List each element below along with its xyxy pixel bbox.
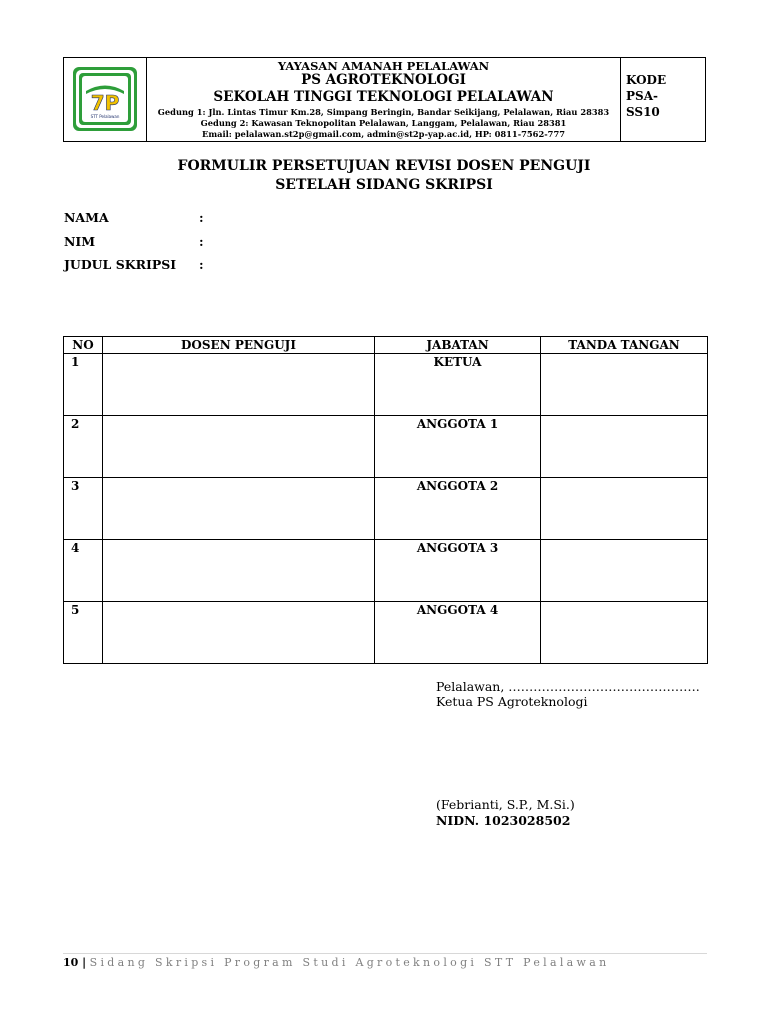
jabatan-cell: ANGGOTA 1: [375, 416, 541, 478]
table-row: [64, 478, 708, 540]
code-value-part-1: PSA-: [626, 89, 658, 103]
institution-logo: [64, 58, 146, 140]
field-label-nama: NAMA: [64, 210, 109, 225]
jabatan-cell: KETUA: [375, 354, 541, 416]
signature-cell[interactable]: [541, 354, 708, 416]
row-no: 2: [64, 416, 103, 478]
signatory-role: Ketua PS Agroteknologi: [436, 694, 588, 709]
address-line-2: Gedung 2: Kawasan Teknopolitan Pelalawan, Langgam, Pelalawan, Riau 28381: [200, 118, 567, 128]
field-colon-nama: :: [199, 210, 204, 225]
table-row: [64, 540, 708, 602]
program-name: PS AGROTEKNOLOGI: [301, 72, 466, 88]
logo-cell: [64, 58, 147, 141]
signature-cell[interactable]: [541, 478, 708, 540]
table-row: [64, 354, 708, 416]
field-colon-judul: :: [199, 257, 204, 272]
contact-line: Email: pelalawan.st2p@gmail.com, admin@st2p-yap.ac.id, HP: 0811-7562-777: [202, 129, 565, 139]
letterhead-center: [147, 58, 620, 141]
code-label: KODE: [626, 73, 667, 87]
signature-cell[interactable]: [541, 602, 708, 664]
jabatan-cell: ANGGOTA 3: [375, 540, 541, 602]
header-no: NO: [64, 337, 103, 354]
footer-divider: [63, 953, 707, 954]
row-no: 1: [64, 354, 103, 416]
footer-text: Sidang Skripsi Program Studi Agroteknologi STT Pelalawan: [89, 956, 610, 969]
field-label-judul: JUDUL SKRIPSI: [64, 257, 177, 272]
school-name: SEKOLAH TINGGI TEKNOLOGI PELALAWAN: [213, 89, 554, 105]
foundation-name: YAYASAN AMANAH PELALAWAN: [277, 59, 490, 73]
svg-text:STT Pelalawan: STT Pelalawan: [90, 114, 120, 119]
field-colon-nim: :: [199, 234, 204, 249]
address-line-1: Gedung 1: Jln. Lintas Timur Km.28, Simpang Beringin, Bandar Seikijang, Pelalawan, Riau 28383: [157, 107, 610, 117]
table-row: [64, 416, 708, 478]
letterhead: [63, 57, 706, 142]
dosen-cell[interactable]: [103, 416, 375, 478]
header-jabatan: JABATAN: [375, 337, 541, 354]
page-footer: [63, 956, 609, 969]
jabatan-cell: ANGGOTA 2: [375, 478, 541, 540]
row-no: 3: [64, 478, 103, 540]
jabatan-cell: ANGGOTA 4: [375, 602, 541, 664]
page-number: 10 |: [63, 956, 87, 969]
examiner-table: [63, 336, 708, 664]
place-date: Pelalawan, ……………………………………….: [436, 679, 700, 694]
table-row: [64, 602, 708, 664]
svg-text:7P: 7P: [90, 91, 120, 115]
signatory-nidn: NIDN. 1023028502: [436, 813, 571, 828]
document-code-cell: [620, 58, 705, 141]
dosen-cell[interactable]: [103, 540, 375, 602]
form-title-line-2: SETELAH SIDANG SKRIPSI: [275, 177, 493, 193]
form-title-line-1: FORMULIR PERSETUJUAN REVISI DOSEN PENGUJI: [177, 158, 591, 174]
code-value-part-2: SS10: [626, 105, 660, 119]
signatory-name: (Febrianti, S.P., M.Si.): [436, 797, 575, 812]
dosen-cell[interactable]: [103, 478, 375, 540]
signature-cell[interactable]: [541, 416, 708, 478]
signature-cell[interactable]: [541, 540, 708, 602]
header-dosen: DOSEN PENGUJI: [103, 337, 375, 354]
row-no: 5: [64, 602, 103, 664]
table-header-row: [64, 337, 708, 354]
field-label-nim: NIM: [64, 234, 96, 249]
header-tanda-tangan: TANDA TANGAN: [541, 337, 708, 354]
dosen-cell[interactable]: [103, 602, 375, 664]
dosen-cell[interactable]: [103, 354, 375, 416]
row-no: 4: [64, 540, 103, 602]
